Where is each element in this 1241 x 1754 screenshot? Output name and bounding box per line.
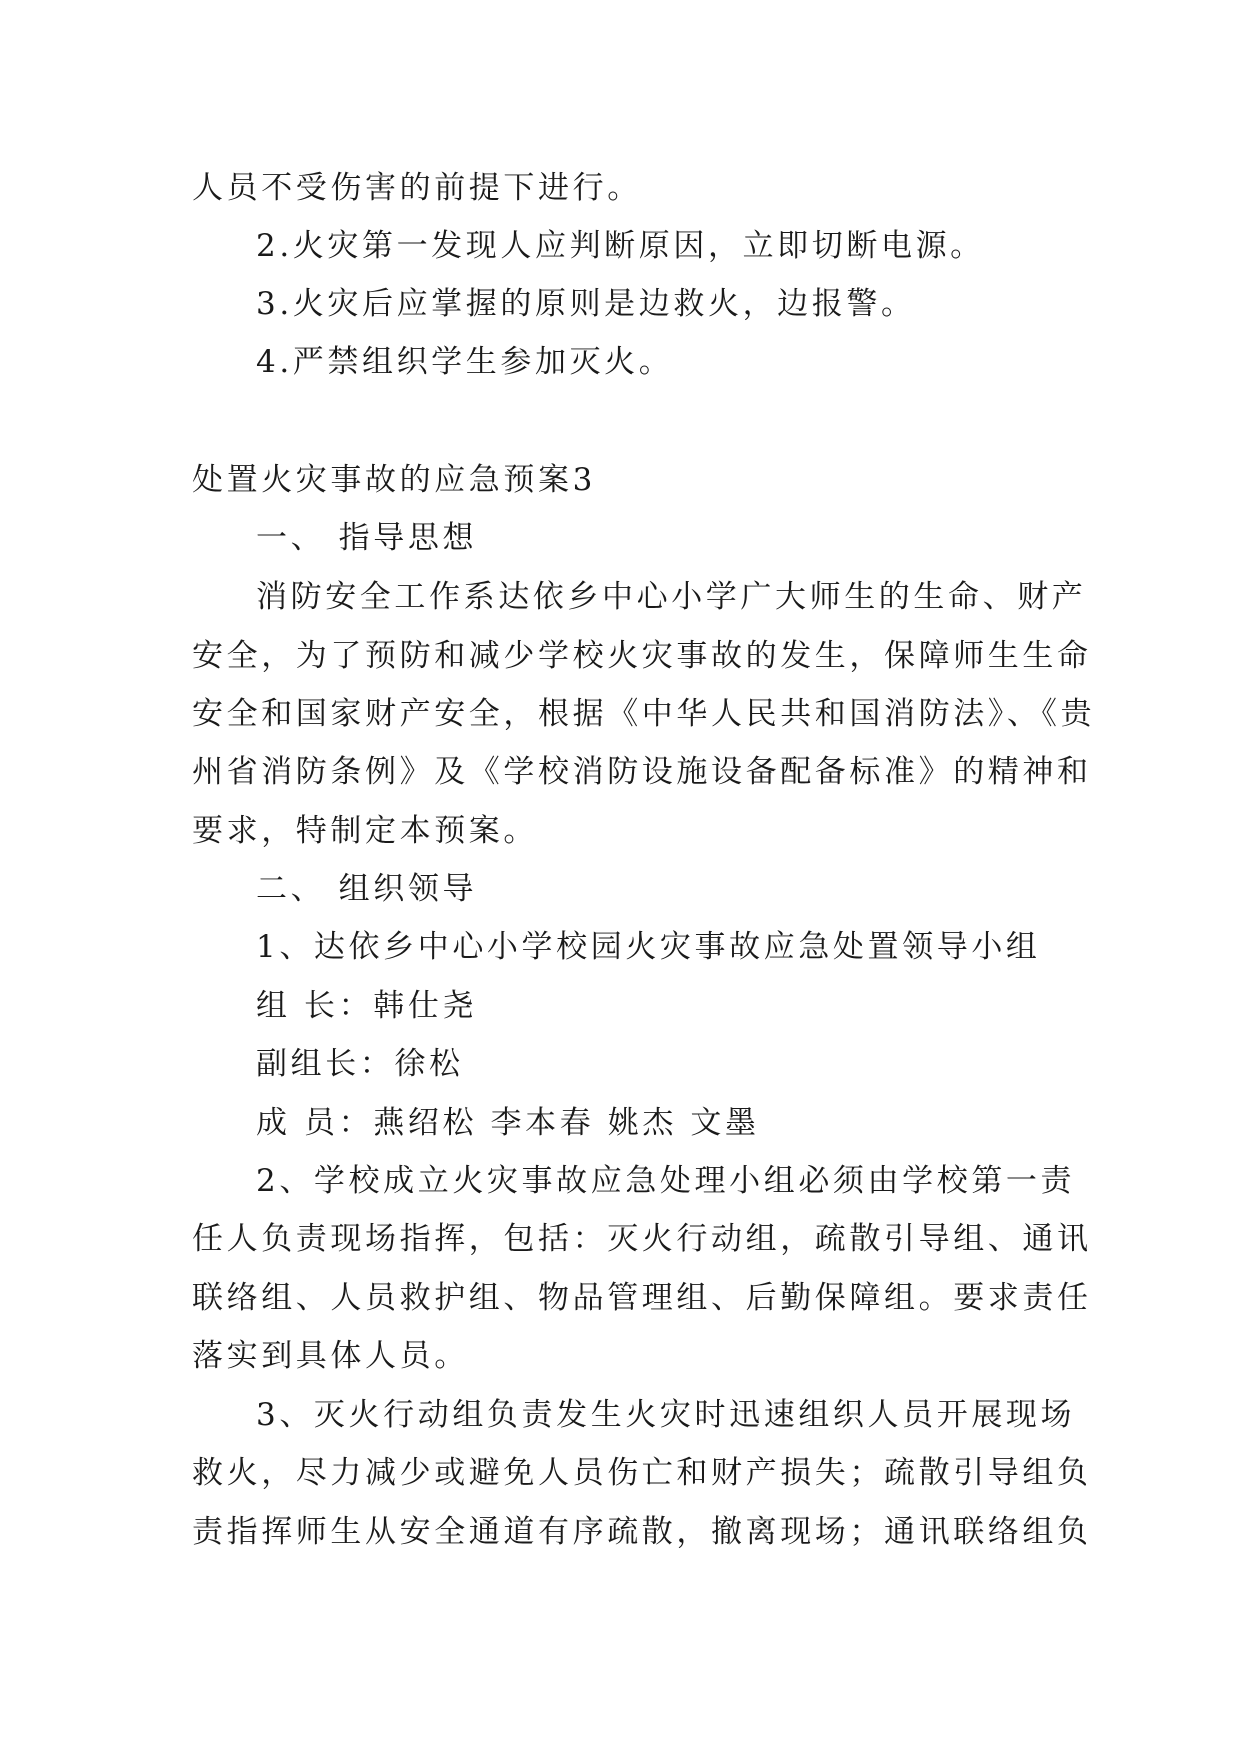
list-item: 4.严禁组织学生参加灭火。: [256, 344, 674, 380]
paragraph-line: 消防安全工作系达依乡中心小学广大师生的生命、财产: [256, 579, 1087, 615]
paragraph-line: 要求，特制定本预案。: [192, 813, 538, 849]
list-item: 3.火灾后应掌握的原则是边救火，边报警。: [256, 286, 916, 322]
paragraph-line: 1、达依乡中心小学校园火灾事故应急处置领导小组: [256, 929, 1041, 965]
paragraph-line: 安全和国家财产安全，根据《中华人民共和国消防法》、《贵: [192, 696, 1096, 732]
paragraph-line: 责指挥师生从安全通道有序疏散，撤离现场；通讯联络组负: [192, 1514, 1092, 1550]
paragraph-line: 安全，为了预防和减少学校火灾事故的发生，保障师生生命: [192, 638, 1092, 674]
list-item: 2.火灾第一发现人应判断原因，立即切断电源。: [256, 228, 985, 264]
paragraph-line: 3、灭火行动组负责发生火灾时迅速组织人员开展现场: [256, 1397, 1076, 1433]
member-line: 组 长：韩仕尧: [256, 988, 478, 1024]
member-line: 成 员：燕绍松 李本春 姚杰 文墨: [256, 1105, 760, 1141]
paragraph-line: 任人负责现场指挥，包括：灭火行动组，疏散引导组、通讯: [192, 1221, 1092, 1257]
paragraph-line: 2、学校成立火灾事故应急处理小组必须由学校第一责: [256, 1163, 1076, 1199]
paragraph-line: 州省消防条例》及《学校消防设施设备配备标准》的精神和: [192, 754, 1092, 790]
section-heading: 二、 组织领导: [256, 871, 478, 907]
section-heading: 一、 指导思想: [256, 520, 478, 556]
section-title: 处置火灾事故的应急预案3: [192, 462, 596, 498]
paragraph-line: 救火，尽力减少或避免人员伤亡和财产损失；疏散引导组负: [192, 1455, 1092, 1491]
member-line: 副组长：徐松: [256, 1046, 464, 1082]
paragraph-line: 落实到具体人员。: [192, 1338, 469, 1374]
paragraph-line: 联络组、人员救护组、物品管理组、后勤保障组。要求责任: [192, 1280, 1092, 1316]
paragraph-line: 人员不受伤害的前提下进行。: [192, 170, 642, 206]
